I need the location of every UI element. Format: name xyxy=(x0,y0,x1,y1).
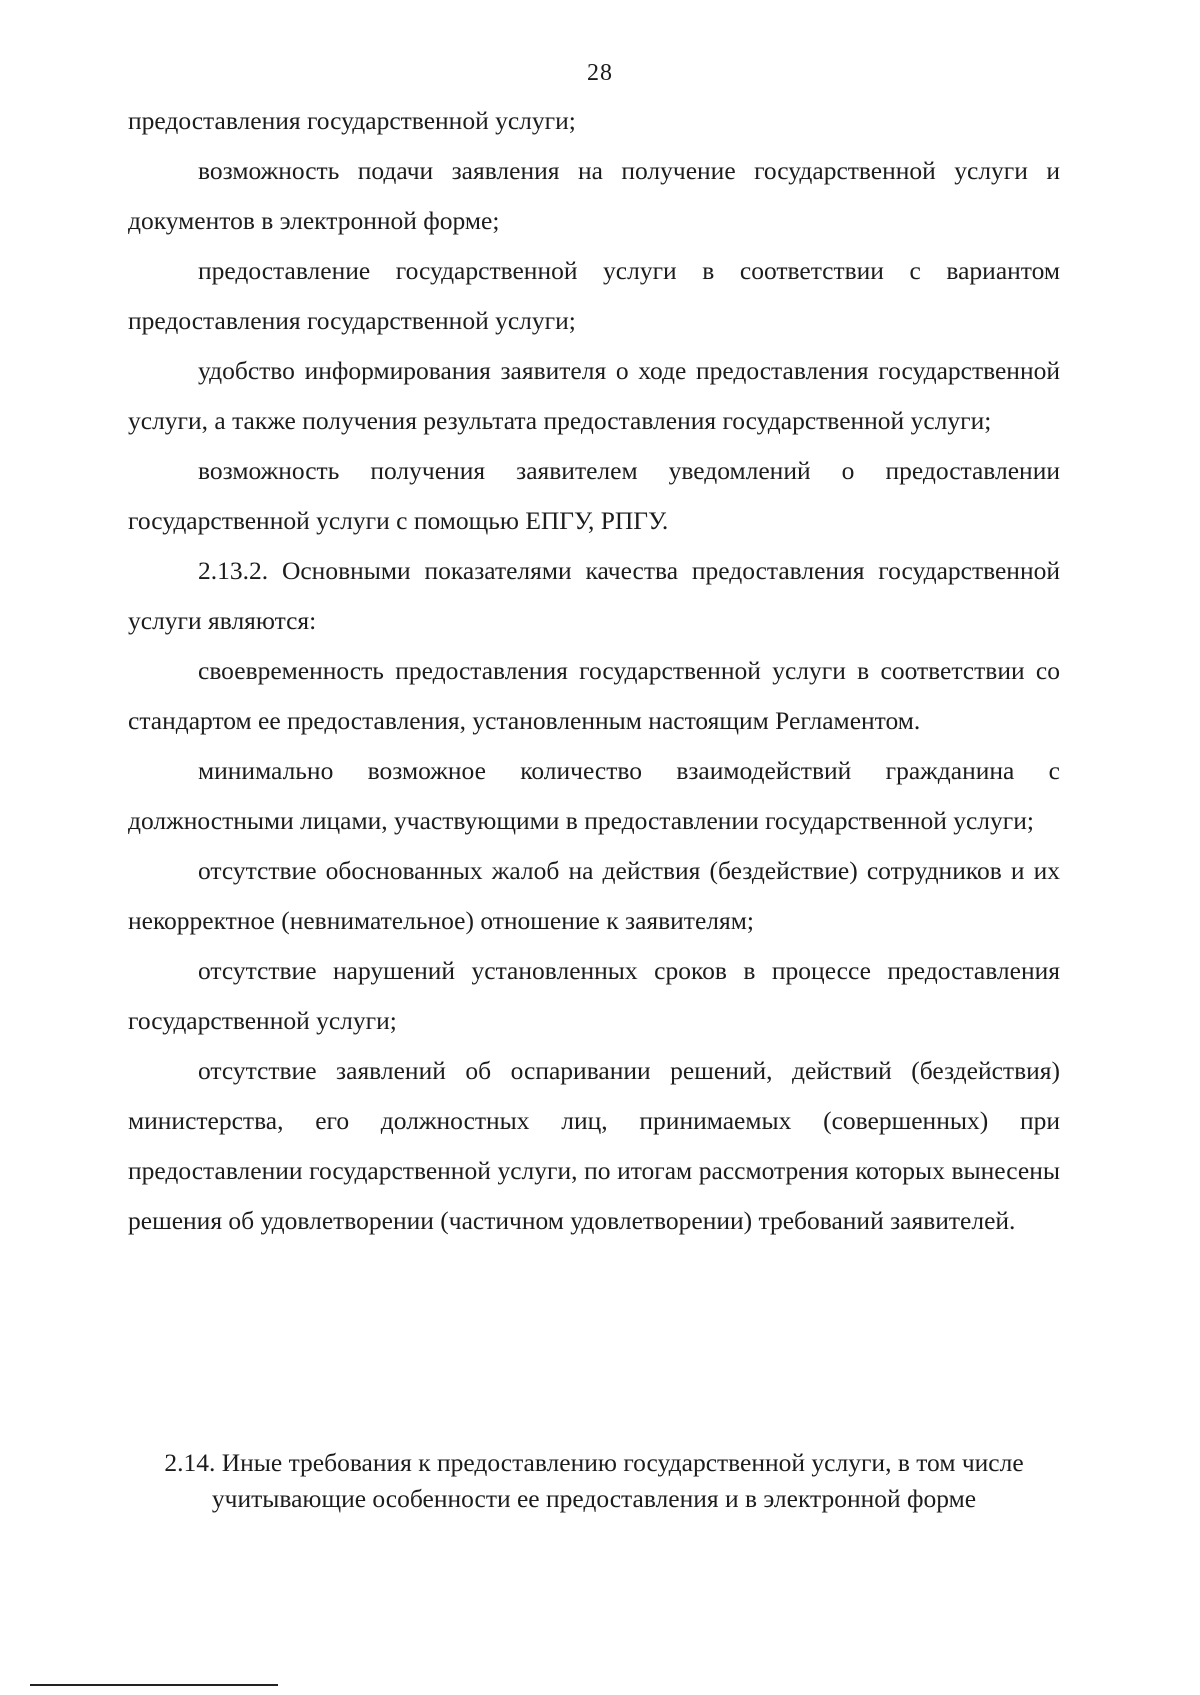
paragraph: предоставление государственной услуги в соответствии с вариантом предоставления государственной услуги; xyxy=(128,256,1060,335)
section-heading: 2.14. Иные требования к предоставлению государственной услуги, в том числе учитывающие особенности ее предоставления и в электронной форме xyxy=(164,1448,1024,1513)
paragraph: отсутствие нарушений установленных сроков в процессе предоставления государственной услуги; xyxy=(128,956,1060,1035)
paragraph: возможность подачи заявления на получение государственной услуги и документов в электронной форме; xyxy=(128,156,1060,235)
paragraph: отсутствие обоснованных жалоб на действия (бездействие) сотрудников и их некорректное (невнимательное) отношение к заявителям; xyxy=(128,856,1060,935)
paragraph: своевременность предоставления государственной услуги в соответствии со стандартом ее предоставления, установленным настоящим Регламентом. xyxy=(128,656,1060,735)
footnote-divider xyxy=(30,1684,278,1686)
document-body xyxy=(128,96,1060,1246)
page-number: 28 xyxy=(587,60,613,86)
paragraph: возможность получения заявителем уведомлений о предоставлении государственной услуги с помощью ЕПГУ, РПГУ. xyxy=(128,456,1060,535)
paragraph: предоставления государственной услуги; xyxy=(128,106,576,135)
paragraph: 2.13.2. Основными показателями качества предоставления государственной услуги являются: xyxy=(128,556,1060,635)
paragraph: удобство информирования заявителя о ходе предоставления государственной услуги, а также получения результата предоставления государственной услуги; xyxy=(128,356,1060,435)
paragraph: минимально возможное количество взаимодействий гражданина с должностными лицами, участвующими в предоставлении государственной услуги; xyxy=(128,756,1060,835)
paragraph: отсутствие заявлений об оспаривании решений, действий (бездействия) министерства, его должностных лиц, принимаемых (совершенных) при предоставлении государственной услуги, по итогам рассмотрения которых вынесены решения об удовлетворении (частичном удовлетворении) требований заявителей. xyxy=(128,1056,1060,1235)
